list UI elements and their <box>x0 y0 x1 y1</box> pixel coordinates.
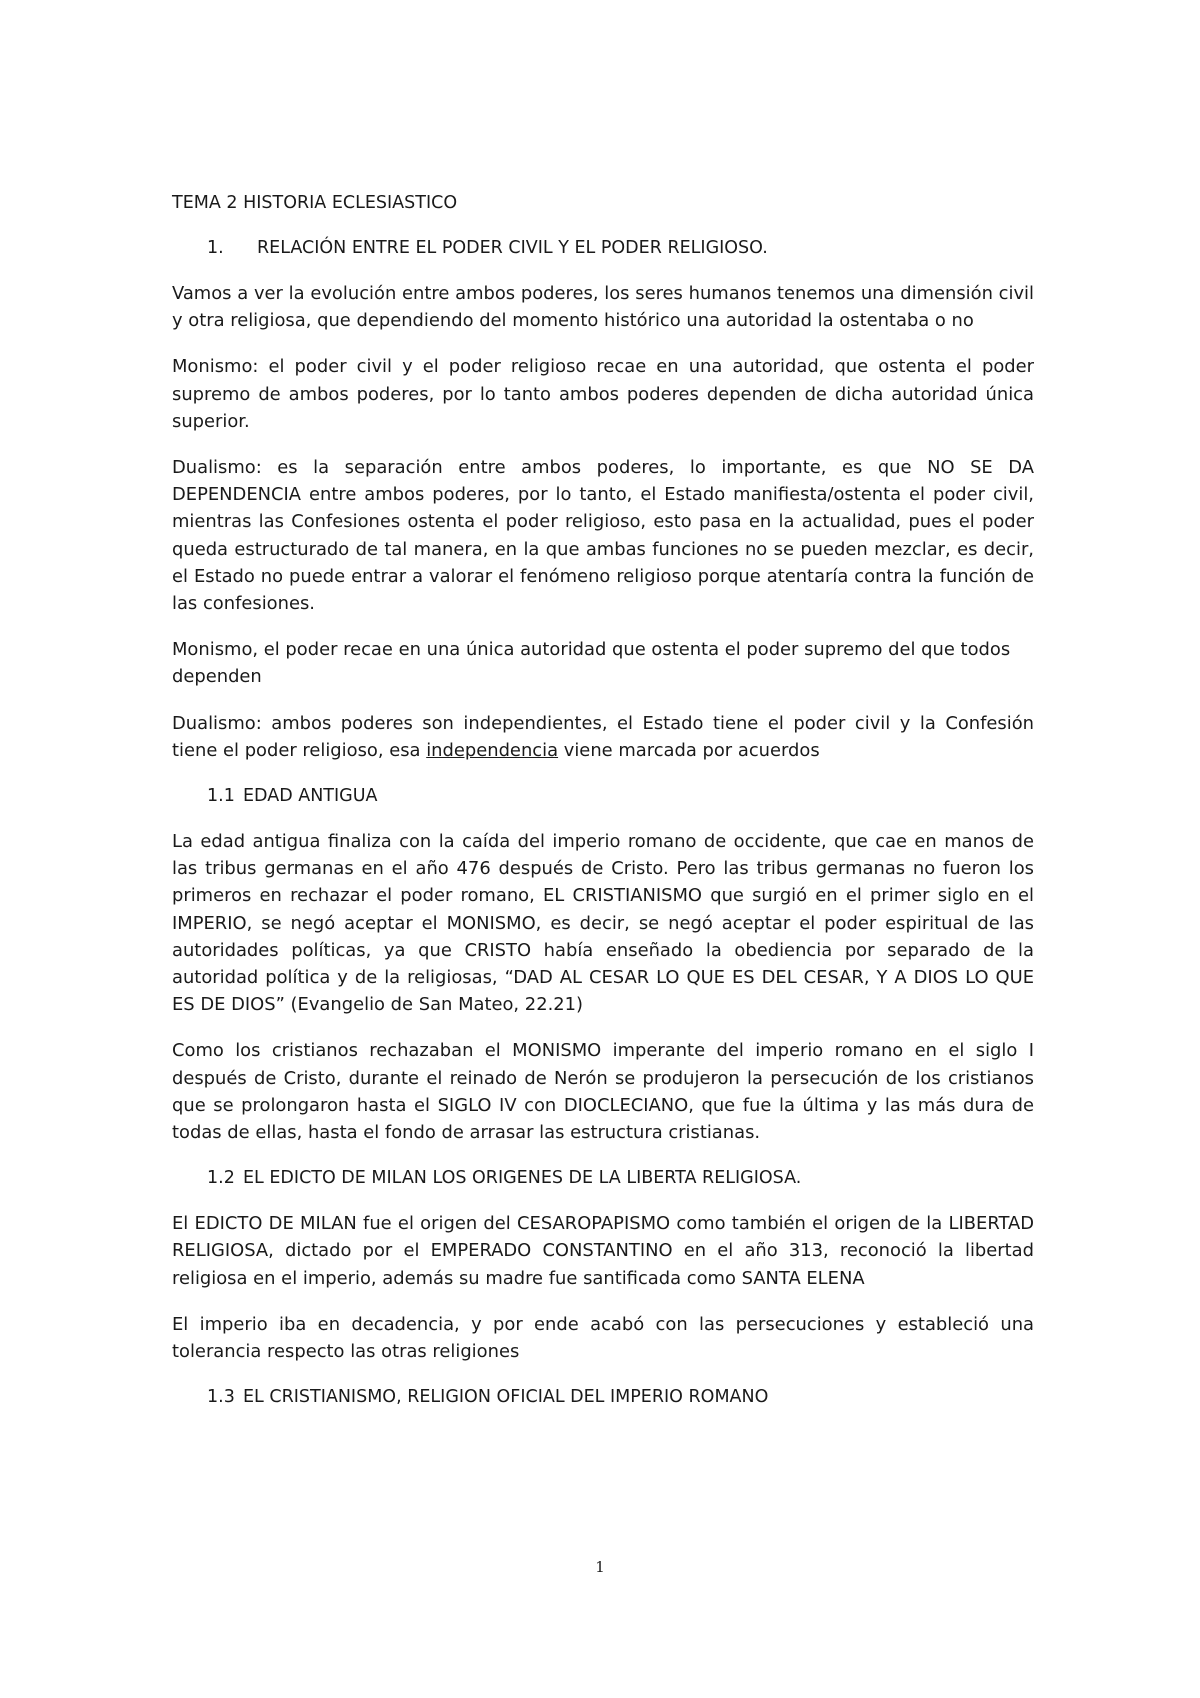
section-number: 1.2 <box>207 1168 235 1189</box>
section-heading-text: EL CRISTIANISMO, RELIGION OFICIAL DEL IMPERIO ROMANO <box>243 1387 769 1408</box>
section-number: 1.1 <box>207 786 235 807</box>
paragraph-edad-antigua: La edad antigua finaliza con la caída del imperio romano de occidente, que cae en manos de las tribus germanas en el año 476 después de Cristo. Pero las tribus germanas no fueron los primeros en rechazar el poder romano, EL CRISTIANISMO que surgió en el primer siglo en el IMPERIO, se negó aceptar el MONISMO, es decir, se negó aceptar el poder espiritual de las autoridades políticas, ya que CRISTO había enseñado la obediencia por separado de la autoridad política y de la religiosas, “DAD AL CESAR LO QUE ES DEL CESAR, Y A DIOS LO QUE ES DE DIOS” (Evangelio de San Mateo, 22.21) <box>172 831 1034 1016</box>
paragraph-persecucion: Como los cristianos rechazaban el MONISMO imperante del imperio romano en el siglo I después de Cristo, durante el reinado de Nerón se produjeron la persecución de los cristianos que se prolongaron hasta el SIGLO IV con DIOCLECIANO, que fue la última y las más dura de todas de ellas, hasta el fondo de arrasar las estructura cristianas. <box>172 1040 1034 1144</box>
section-heading-1-1 <box>172 783 1034 810</box>
paragraph-monismo: Monismo: el poder civil y el poder religioso recae en una autoridad, que ostenta el poder supremo de ambos poderes, por lo tanto ambos poderes dependen de dicha autoridad única superior. <box>172 356 1034 432</box>
section-heading-1-3 <box>172 1384 1034 1411</box>
page-number: 1 <box>595 1558 605 1576</box>
paragraph-dualismo: Dualismo: es la separación entre ambos poderes, lo importante, es que NO SE DA DEPENDENCIA entre ambos poderes, por lo tanto, el Estado manifiesta/ostenta el poder civil, mientras las Confesiones ostenta el poder religioso, esto pasa en la actualidad, pues el poder queda estructurado de tal manera, en la que ambas funciones no se pueden mezclar, es decir, el Estado no puede entrar a valorar el fenómeno religioso porque atentaría contra la función de las confesiones. <box>172 457 1034 615</box>
section-number: 1. <box>207 238 224 258</box>
section-heading-text: RELACIÓN ENTRE EL PODER CIVIL Y EL PODER RELIGIOSO. <box>257 238 768 258</box>
paragraph-intro: Vamos a ver la evolución entre ambos poderes, los seres humanos tenemos una dimensión civil y otra religiosa, que dependiendo del momento histórico una autoridad la ostentaba o no <box>172 283 1034 332</box>
document-page <box>172 190 1034 1429</box>
paragraph-dualismo-summary <box>172 710 1034 764</box>
section-heading-text: EL EDICTO DE MILAN LOS ORIGENES DE LA LIBERTA RELIGIOSA. <box>243 1168 802 1189</box>
document-title: TEMA 2 HISTORIA ECLESIASTICO <box>172 193 458 213</box>
paragraph-text: viene marcada por acuerdos <box>558 739 820 761</box>
section-heading-1 <box>172 235 1034 262</box>
paragraph-edicto-milan: El EDICTO DE MILAN fue el origen del CESAROPAPISMO como también el origen de la LIBERTAD RELIGIOSA, dictado por el EMPERADO CONSTANTINO en el año 313, reconoció la libertad religiosa en el imperio, además su madre fue santificada como SANTA ELENA <box>172 1213 1034 1289</box>
paragraph-monismo-summary: Monismo, el poder recae en una única autoridad que ostenta el poder supremo del que todos dependen <box>172 639 1011 688</box>
paragraph-decadencia: El imperio iba en decadencia, y por ende acabó con las persecuciones y estableció una tolerancia respecto las otras religiones <box>172 1313 1034 1363</box>
section-number: 1.3 <box>207 1387 235 1408</box>
underlined-word: independencia <box>426 739 559 761</box>
section-heading-text: EDAD ANTIGUA <box>243 786 378 807</box>
paragraph-text: Dualismo: ambos poderes son independientes, el Estado tiene el poder civil y la Confesión tiene el poder religioso, esa <box>172 712 1034 761</box>
section-heading-1-2 <box>172 1165 1034 1192</box>
